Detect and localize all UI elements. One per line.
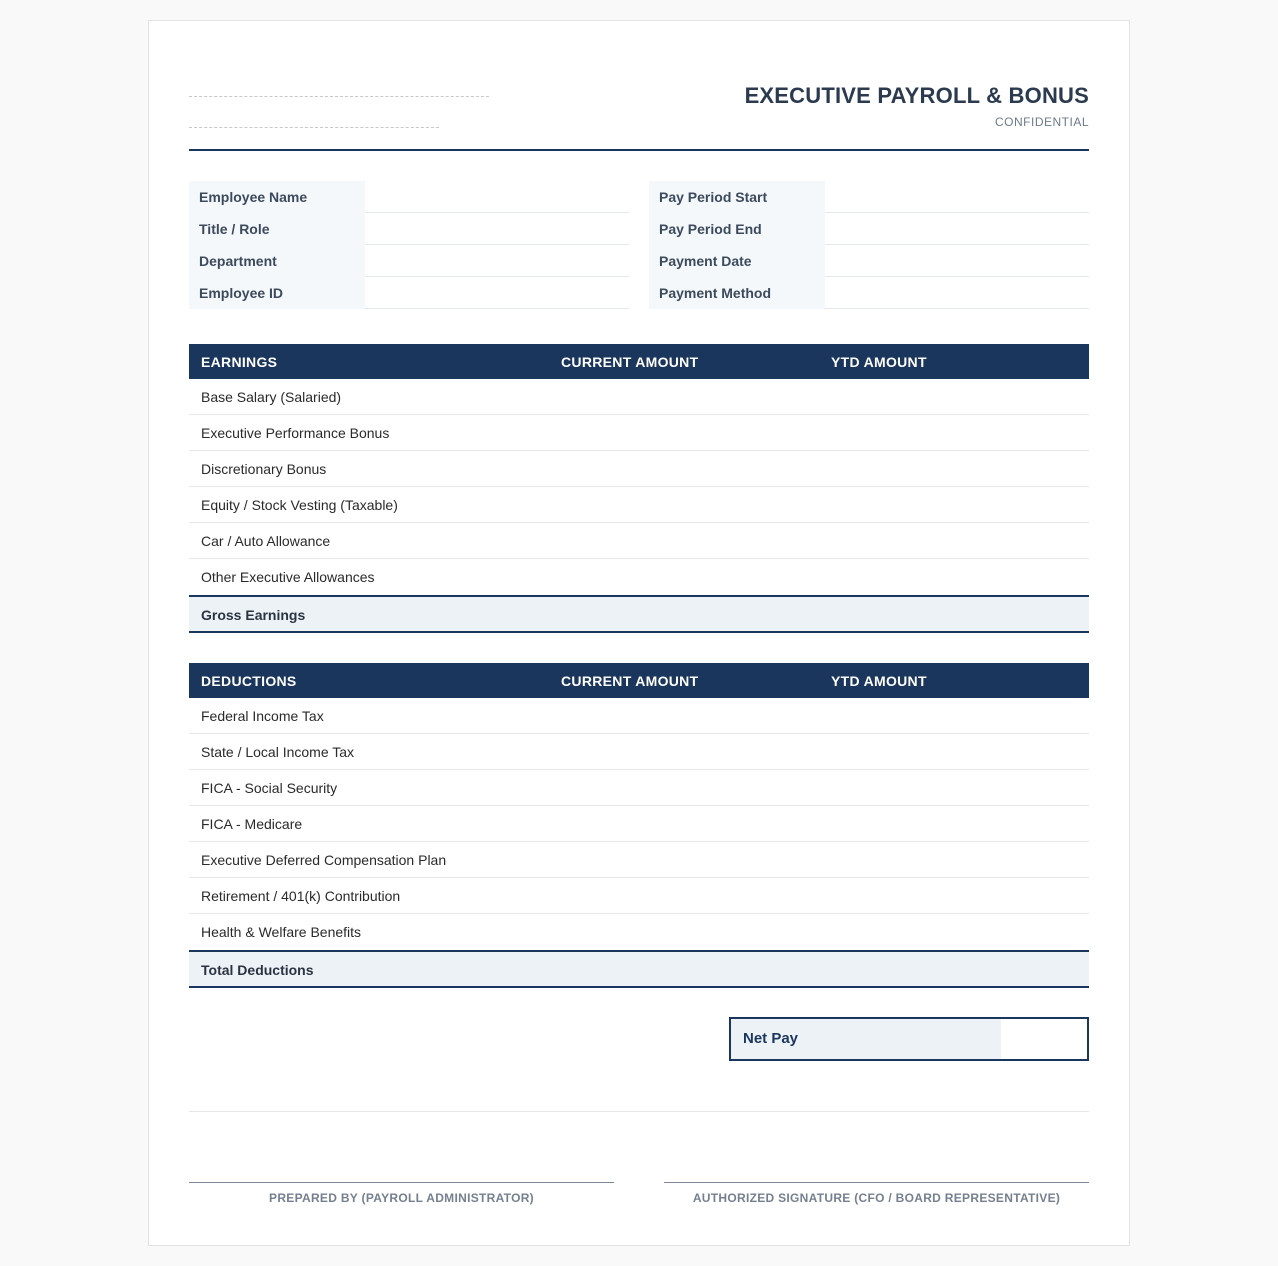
pay-period-start-field[interactable] (825, 181, 1089, 213)
payroll-document (148, 20, 1130, 1246)
row-label: Executive Deferred Compensation Plan (201, 852, 447, 868)
row-label: Retirement / 401(k) Contribution (201, 888, 401, 904)
department-field[interactable] (365, 245, 629, 277)
table-row (189, 559, 1089, 595)
table-row (189, 770, 1089, 806)
table-row (189, 914, 1089, 950)
info-row-payment-method (649, 277, 1089, 309)
net-pay-field[interactable] (1001, 1019, 1087, 1059)
deductions-header (189, 663, 1089, 698)
authorized-signature-label: AUTHORIZED SIGNATURE (CFO / BOARD REPRESENTATIVE) (692, 1191, 1061, 1205)
deductions-table (189, 663, 1089, 988)
current-amount-column-header: CURRENT AMOUNT (561, 673, 699, 689)
earnings-header (189, 344, 1089, 379)
employee-id-field[interactable] (365, 277, 629, 309)
ytd-amount-column-header: YTD AMOUNT (831, 354, 927, 370)
row-label: State / Local Income Tax (201, 744, 355, 760)
pay-period-end-field[interactable] (825, 213, 1089, 245)
document-header (189, 21, 1089, 151)
net-pay-box (729, 1017, 1089, 1061)
row-label: Equity / Stock Vesting (Taxable) (201, 497, 398, 513)
info-row-pay-period-start (649, 181, 1089, 213)
total-label: Gross Earnings (201, 607, 306, 623)
table-row (189, 878, 1089, 914)
gross-earnings-row (189, 595, 1089, 633)
employee-name-field[interactable] (365, 181, 629, 213)
row-label: Federal Income Tax (201, 708, 324, 724)
table-row (189, 379, 1089, 415)
info-label: Department (189, 245, 365, 277)
info-row-employee-id (189, 277, 629, 309)
info-row-pay-period-end (649, 213, 1089, 245)
confidential-label: CONFIDENTIAL (994, 115, 1089, 129)
employee-info-left (189, 181, 629, 309)
info-row-title-role (189, 213, 629, 245)
info-row-payment-date (649, 245, 1089, 277)
divider (189, 1111, 1089, 1112)
table-row (189, 842, 1089, 878)
row-label: Discretionary Bonus (201, 461, 327, 477)
company-address-line (189, 127, 439, 128)
total-deductions-row (189, 950, 1089, 988)
row-label: Health & Welfare Benefits (201, 924, 362, 940)
table-row (189, 451, 1089, 487)
info-label: Employee ID (189, 277, 365, 309)
table-row (189, 523, 1089, 559)
table-row (189, 487, 1089, 523)
title-role-field[interactable] (365, 213, 629, 245)
info-label: Title / Role (189, 213, 365, 245)
row-label: Car / Auto Allowance (201, 533, 331, 549)
table-row (189, 734, 1089, 770)
document-title: EXECUTIVE PAYROLL & BONUS (744, 83, 1089, 108)
info-label: Payment Method (649, 277, 825, 309)
info-label: Pay Period End (649, 213, 825, 245)
info-label: Payment Date (649, 245, 825, 277)
row-label: FICA - Social Security (201, 780, 338, 796)
prepared-by-signature-line[interactable] (189, 1182, 614, 1205)
payment-date-field[interactable] (825, 245, 1089, 277)
ytd-amount-column-header: YTD AMOUNT (831, 673, 927, 689)
row-label: Base Salary (Salaried) (201, 389, 342, 405)
info-row-employee-name (189, 181, 629, 213)
earnings-table (189, 344, 1089, 633)
prepared-by-label: PREPARED BY (PAYROLL ADMINISTRATOR) (269, 1191, 534, 1205)
row-label: Other Executive Allowances (201, 569, 375, 585)
info-label: Pay Period Start (649, 181, 825, 213)
info-row-department (189, 245, 629, 277)
row-label: FICA - Medicare (201, 816, 303, 832)
authorized-signature-line[interactable] (664, 1182, 1089, 1205)
table-row (189, 698, 1089, 734)
deductions-column-header: DEDUCTIONS (201, 673, 297, 689)
net-pay-label: Net Pay (731, 1019, 1001, 1059)
payment-method-field[interactable] (825, 277, 1089, 309)
company-name-line (189, 96, 489, 97)
earnings-column-header: EARNINGS (201, 354, 278, 370)
info-label: Employee Name (189, 181, 365, 213)
pay-period-info-right (649, 181, 1089, 309)
current-amount-column-header: CURRENT AMOUNT (561, 354, 699, 370)
row-label: Executive Performance Bonus (201, 425, 390, 441)
table-row (189, 806, 1089, 842)
table-row (189, 415, 1089, 451)
total-label: Total Deductions (201, 962, 314, 978)
